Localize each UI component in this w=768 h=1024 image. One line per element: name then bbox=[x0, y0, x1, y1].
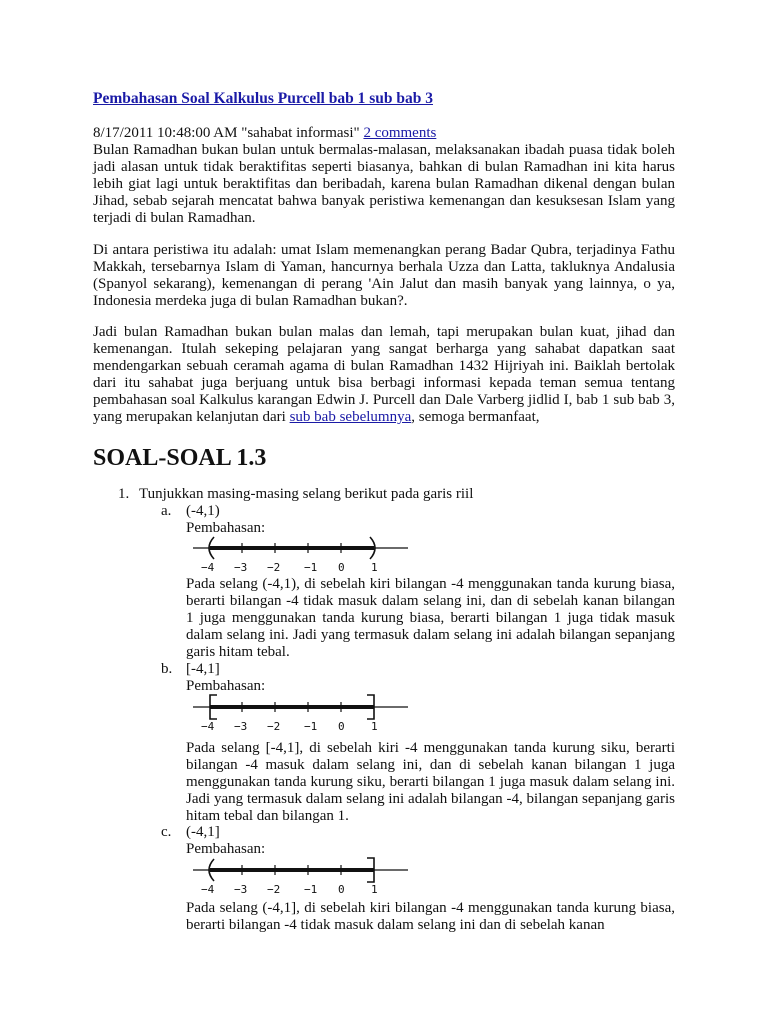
intro-paragraph-3 bbox=[93, 324, 675, 426]
tick-label: −2 bbox=[267, 561, 281, 574]
item-letter: a. bbox=[161, 503, 172, 519]
item-a-explanation: Pada selang (-4,1), di sebelah kiri bilangan -4 menggunakan tanda kurung biasa, berarti bilangan -4 tidak masuk dalam selang ini, dan di sebelah kanan bilangan 1 juga menggunakan tanda kurung biasa, berarti bilangan 1 juga tidak masuk dalam selang ini. Jadi yang termasuk dalam selang ini adalah bilangan sepanjang garis hitam tebal. bbox=[186, 576, 675, 660]
item-letter: b. bbox=[161, 661, 173, 677]
intro-paragraph-2: Di antara peristiwa itu adalah: umat Islam memenangkan perang Badar Qubra, terjadinya Fathu Makkah, tersebarnya Islam di Yaman, hancurnya berhala Uzza dan Latta, takluknya Andalusia (Spanyol sekarang), kemenangan di perang 'Ain Jalut dan masih banyak yang lainnya, o ya, Indonesia merdeka juga di bulan Ramadhan bukan?. bbox=[93, 242, 675, 309]
intro-paragraph-3-end: , semoga bermanfaat, bbox=[411, 409, 540, 425]
post-title-link[interactable]: Pembahasan Soal Kalkulus Purcell bab 1 sub bab 3 bbox=[93, 90, 433, 107]
item-c-header bbox=[161, 824, 220, 841]
tick-label: 1 bbox=[371, 720, 378, 733]
number-line-c bbox=[193, 857, 418, 897]
item-interval: (-4,1] bbox=[186, 824, 220, 840]
number-line-b bbox=[193, 694, 418, 734]
tick-label: 0 bbox=[338, 720, 345, 733]
intro-paragraph-3-text: Jadi bulan Ramadhan bukan bulan malas dan lemah, tapi merupakan bulan kuat, jihad dan kemenangan. Itulah sekeping pelajaran yang sangat berharga yang sahabat dapatkan saat mendengarkan sebuah ceramah agama di bulan Ramadhan 1432 Hijriyah ini. Baiklah bertolak dari itu sahabat juga berjuang untuk bisa berbagi informasi kepada teman semua tentang pembahasan soal Kalkulus karangan Edwin J. Purcell dan Dale Varberg jidlid I, bab 1 sub bab 3, yang merupakan kelanjutan dari bbox=[93, 324, 675, 425]
post-date: 8/17/2011 10:48:00 AM bbox=[93, 125, 238, 141]
item-interval: (-4,1) bbox=[186, 503, 220, 519]
item-a-label: Pembahasan: bbox=[186, 520, 266, 536]
tick-label: −1 bbox=[304, 883, 318, 896]
tick-label: −3 bbox=[234, 561, 248, 574]
tick-label: −3 bbox=[234, 883, 248, 896]
item-letter: c. bbox=[161, 824, 172, 840]
item-b-label: Pembahasan: bbox=[186, 678, 266, 694]
question-number: 1. bbox=[118, 486, 130, 502]
tick-label: −4 bbox=[201, 883, 215, 896]
number-line-a bbox=[193, 535, 418, 575]
tick-label: 0 bbox=[338, 883, 345, 896]
post-meta bbox=[93, 125, 436, 142]
post-author: "sahabat informasi" bbox=[241, 125, 360, 141]
item-c-label: Pembahasan: bbox=[186, 841, 266, 857]
intro-paragraph-1: Bulan Ramadhan bukan bulan untuk bermalas-malasan, melaksanakan ibadah puasa tidak boleh jadi alasan untuk tidak beraktifitas seperti biasanya, bahkan di bulan Ramadhan ini kita harus lebih giat lagi untuk beraktifitas dan beribadah, karena bulan Ramadhan dikenal dengan bulan Jihad, sebab sejarah mencatat bahwa banyak peristiwa kemenangan dan kesuksesan Islam yang terjadi di bulan Ramadhan. bbox=[93, 142, 675, 226]
question-1 bbox=[118, 486, 473, 503]
item-b-explanation: Pada selang [-4,1], di sebelah kiri -4 menggunakan tanda kurung siku, berarti bilangan -4 masuk dalam selang ini, dan di sebelah kanan bilangan 1 juga menggunakan tanda kurung siku, berarti bilangan 1 juga masuk dalam selang ini. Jadi yang termasuk dalam selang ini adalah bilangan -4, bilangan sepanjang garis hitam tebal dan bilangan 1. bbox=[186, 740, 675, 824]
tick-label: −1 bbox=[304, 720, 318, 733]
question-text: Tunjukkan masing-masing selang berikut pada garis riil bbox=[139, 486, 474, 502]
tick-label: −2 bbox=[267, 720, 281, 733]
tick-label: −2 bbox=[267, 883, 281, 896]
tick-label: −1 bbox=[304, 561, 318, 574]
tick-label: 1 bbox=[371, 883, 378, 896]
comments-link[interactable]: 2 comments bbox=[363, 125, 437, 141]
section-heading: SOAL-SOAL 1.3 bbox=[93, 445, 267, 471]
item-a-header bbox=[161, 503, 220, 520]
tick-label: 0 bbox=[338, 561, 345, 574]
item-b-header bbox=[161, 661, 220, 678]
item-interval: [-4,1] bbox=[186, 661, 220, 677]
tick-label: −3 bbox=[234, 720, 248, 733]
tick-label: 1 bbox=[371, 561, 378, 574]
previous-subchapter-link[interactable]: sub bab sebelumnya bbox=[289, 409, 412, 425]
item-c-explanation: Pada selang (-4,1], di sebelah kiri bilangan -4 menggunakan tanda kurung biasa, berarti bilangan -4 tidak masuk dalam selang ini dan di sebelah kanan bbox=[186, 900, 675, 933]
tick-label: −4 bbox=[201, 720, 215, 733]
tick-label: −4 bbox=[201, 561, 215, 574]
